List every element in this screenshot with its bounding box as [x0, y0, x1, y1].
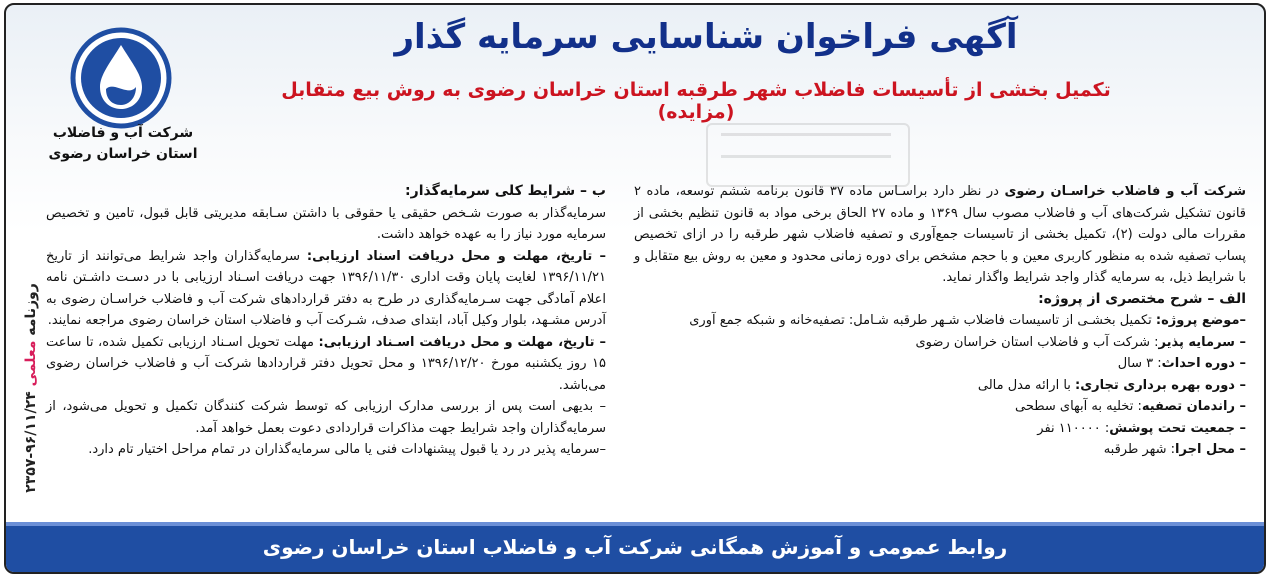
conditions-paragraph	[46, 332, 606, 397]
issue-number: ۹۶/۱۱/۲۴-۲۳۵۷	[23, 391, 39, 493]
project-item-value: : شرکت آب و فاضلاب استان خراسان رضوی	[915, 334, 1159, 350]
watermark-line	[721, 155, 891, 168]
intro-text: در نظر دارد براسـاس ماده ۳۷ قانون برنامه ششم توسعه، ماده ۲ قانون تشکیل شرکت‌های آب و فاضلاب مصوب سال ۱۳۶۹ و ماده ۲۷ الحاق برخی مواد به قانون تنظیم بخشی از مقررات مالی دولت (۲)، تکمیل بخشی از تاسیسات جمع‌آوری و تصفیه فاضلاب شهر طرقبه را در ازای تخصیص پساب تصفیه شده به منظور کاربری معین و با حجم مشخص برای دوره زمانی محدود و معین به روش بیع متقابل و با شرایط ذیل، به سرمایه گذار واجد شرایط واگذار نماید.	[634, 184, 1246, 285]
project-item	[634, 332, 1246, 354]
conditions-label: – تاریخ، مهلت و محل دریافت اسـناد ارزیابی:	[318, 334, 606, 350]
project-item-label: – سرمایه پذیر	[1158, 334, 1246, 350]
conditions-paragraph	[46, 246, 606, 332]
intro-paragraph	[634, 181, 1246, 289]
right-column	[634, 181, 1246, 461]
project-item-value: تکمیل بخشـی از تاسیسات فاضلاب شـهر طرقبه شـامل: تصفیه‌خانه و شبکه جمع آوری	[689, 313, 1156, 328]
notice-frame	[4, 3, 1266, 574]
organization-name-line2: استان خراسان رضوی	[48, 146, 198, 162]
footer-banner: روابط عمومی و آموزش همگانی شرکت آب و فاضلاب استان خراسان رضوی	[6, 522, 1264, 572]
project-item	[634, 375, 1246, 397]
project-item	[634, 439, 1246, 461]
project-item-label: – راندمان تصفیه	[1141, 399, 1246, 414]
paper-name: معلمی	[23, 340, 39, 387]
project-item	[634, 418, 1246, 440]
intro-lead: شرکت آب و فاضلاب خراسـان رضوی	[1004, 184, 1246, 199]
project-item-value: با ارائه مدل مالی	[977, 377, 1076, 393]
project-item-label: – دوره بهره برداری تجاری:	[1075, 377, 1246, 393]
project-item	[634, 396, 1246, 418]
section-b-heading: ب – شرایط کلی سرمایه‌گذار:	[405, 183, 606, 199]
project-item-value: : تخلیه به آبهای سطحی	[1014, 399, 1142, 414]
project-item-value: : شهر طرقبه	[1103, 442, 1176, 457]
project-item	[634, 310, 1246, 332]
conditions-text: مهلت تحویل اسـناد ارزیابی تکمیل شده، تا ساعت ۱۵ روز یکشنبه مورخ ۱۳۹۶/۱۲/۲۰ و محل تحویل دفتر قراردادها شرکت آب و فاضلاب خراسان رضوی می‌باشد.	[46, 334, 606, 393]
notice-title: آگهی فراخوان شناسایی سرمایه گذار	[394, 17, 1018, 57]
section-a-heading: الف – شرح مختصری از پروژه:	[1038, 290, 1246, 307]
project-item	[634, 353, 1246, 375]
organization-name	[48, 123, 198, 165]
project-item-label: – محل اجرا	[1175, 442, 1246, 457]
project-item-label: –موضع پروژه:	[1155, 313, 1246, 328]
publication-side-label	[23, 253, 39, 523]
organization-name-line1: شرکت آب و فاضلاب	[52, 125, 194, 141]
notice-subtitle: تکمیل بخشی از تأسیسات فاضلاب شهر طرقبه استان خراسان رضوی به روش بیع متقابل (مزایده)	[281, 79, 1111, 123]
conditions-label: – تاریخ، مهلت و محل دریافت اسناد ارزیابی:	[306, 248, 606, 264]
left-column	[46, 181, 606, 461]
project-item-label: – جمعیت تحت پوشش	[1109, 420, 1246, 436]
conditions-paragraph: –سرمایه پذیر در رد یا قبول پیشنهادات فنی یا مالی سرمایه‌گذاران در تمام مراحل اختیار تام دارد.	[88, 442, 606, 457]
project-item-label: – دوره احداث	[1161, 356, 1246, 371]
conditions-paragraph: سرمایه‌گذار به صورت شـخص حقیقی یا حقوقی با داشتن سـابقه مدیریتی قابل قبول، تامین و تخصیص سرمایه مورد نیاز را به عهده خواهد داشت.	[46, 205, 606, 242]
conditions-paragraph: – بدیهی است پس از بررسی مدارک ارزیابی که توسط شرکت کنندگان تکمیل و تحویل می‌شود، از سرمایه‌گذاران واجد شرایط جهت مذاکرات قراردادی دعوت بعمل خواهد آمد.	[46, 399, 606, 436]
watermark-line	[721, 133, 891, 146]
conditions-text: سرمایه‌گذاران واجد شرایط می‌توانند از تاریخ ۱۳۹۶/۱۱/۲۱ لغایت پایان وقت اداری ۱۳۹۶/۱۱/۳۰ جهت دریافت اسـناد ارزیابی با در دسـت داشـتن نامه اعلام آمادگی جهت سـرمایه‌گذاری در طرح به دفتر قراردادهای شرکت آب و فاضلاب خراسـان رضوی به آدرس مشـهد، بلوار وکیل آباد، ابتدای صدف، شـرکت آب و فاضلاب استان خراسان رضوی مراجعه نمایند.	[46, 248, 606, 328]
water-drop-logo-icon	[66, 23, 176, 133]
project-item-value: : ۱۱۰۰۰۰ نفر	[1037, 420, 1110, 436]
paper-label: روزنامه	[23, 283, 39, 336]
project-item-value: : ۳ سال	[1117, 356, 1162, 371]
